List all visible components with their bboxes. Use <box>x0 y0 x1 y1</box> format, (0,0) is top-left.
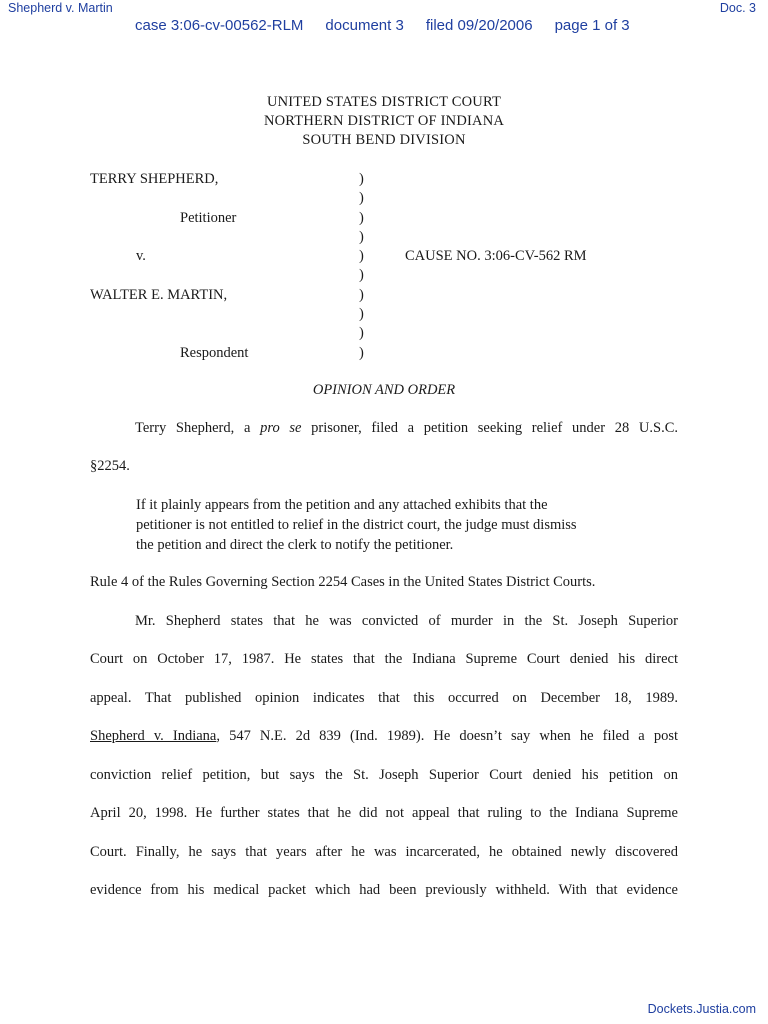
caption-paren: ) <box>359 345 364 361</box>
caption-paren: ) <box>359 248 364 264</box>
court-division: SOUTH BEND DIVISION <box>302 132 466 148</box>
paragraph-line: evidence from his medical packet which had been previously withheld. With that evidence <box>90 882 678 898</box>
petitioner-role: Petitioner <box>180 210 237 226</box>
rule-citation: Rule 4 of the Rules Governing Section 2254 Cases in the United States District Courts. <box>90 574 596 590</box>
paragraph-line: Court. Finally, he says that years after he was incarcerated, he obtained newly discovered <box>90 844 678 860</box>
paragraph-line: §2254. <box>90 458 130 474</box>
page-count: page 1 of 3 <box>554 17 630 34</box>
caption-paren: ) <box>359 171 364 187</box>
italic-term: pro se <box>260 420 302 436</box>
justia-link[interactable]: Dockets.Justia.com <box>647 1002 756 1016</box>
case-number: case 3:06-cv-00562-RLM <box>135 17 304 34</box>
respondent-name: WALTER E. MARTIN, <box>90 287 228 303</box>
caption-paren: ) <box>359 325 364 341</box>
text-run: Terry Shepherd, a <box>135 420 261 436</box>
caption-paren: ) <box>359 267 364 283</box>
case-citation: Shepherd v. Indiana <box>90 728 217 744</box>
court-district: NORTHERN DISTRICT OF INDIANA <box>263 113 505 129</box>
opinion-title: OPINION AND ORDER <box>312 382 456 398</box>
respondent-role: Respondent <box>180 345 249 361</box>
document-number: document 3 <box>325 17 404 34</box>
paragraph-line <box>135 420 678 437</box>
block-quote-line: the petition and direct the clerk to notify the petitioner. <box>136 537 454 553</box>
paragraph-line <box>90 728 678 745</box>
paragraph-line: appeal. That published opinion indicates that this occurred on December 18, 1989. <box>90 690 678 706</box>
court-name: UNITED STATES DISTRICT COURT <box>266 94 502 110</box>
paragraph-line: Mr. Shepherd states that he was convicted of murder in the St. Joseph Superior <box>135 613 678 629</box>
caption-paren: ) <box>359 229 364 245</box>
caption-paren: ) <box>359 306 364 322</box>
caption-paren: ) <box>359 287 364 303</box>
paragraph-line: conviction relief petition, but says the St. Joseph Superior Court denied his petition on <box>90 767 678 783</box>
caption-paren: ) <box>359 190 364 206</box>
paragraph-line: April 20, 1998. He further states that he did not appeal that ruling to the Indiana Supreme <box>90 805 678 821</box>
paragraph-line: Court on October 17, 1987. He states that the Indiana Supreme Court denied his direct <box>90 651 678 667</box>
cause-number: CAUSE NO. 3:06-CV-562 RM <box>405 248 587 264</box>
block-quote-line: If it plainly appears from the petition and any attached exhibits that the <box>136 497 548 513</box>
caption-paren: ) <box>359 210 364 226</box>
filed-date: filed 09/20/2006 <box>425 17 533 34</box>
petitioner-name: TERRY SHEPHERD, <box>90 171 219 187</box>
case-title-link[interactable]: Shepherd v. Martin <box>8 1 113 15</box>
block-quote-line: petitioner is not entitled to relief in the district court, the judge must dismiss <box>136 517 577 533</box>
doc-number-link[interactable]: Doc. 3 <box>719 1 756 15</box>
case-info-bar <box>135 17 652 34</box>
versus: v. <box>136 248 146 264</box>
text-run: prisoner, filed a petition seeking relief under 28 U.S.C. <box>301 420 679 436</box>
text-run: , 547 N.E. 2d 839 (Ind. 1989). He doesn’t say when he filed a post <box>216 728 678 744</box>
